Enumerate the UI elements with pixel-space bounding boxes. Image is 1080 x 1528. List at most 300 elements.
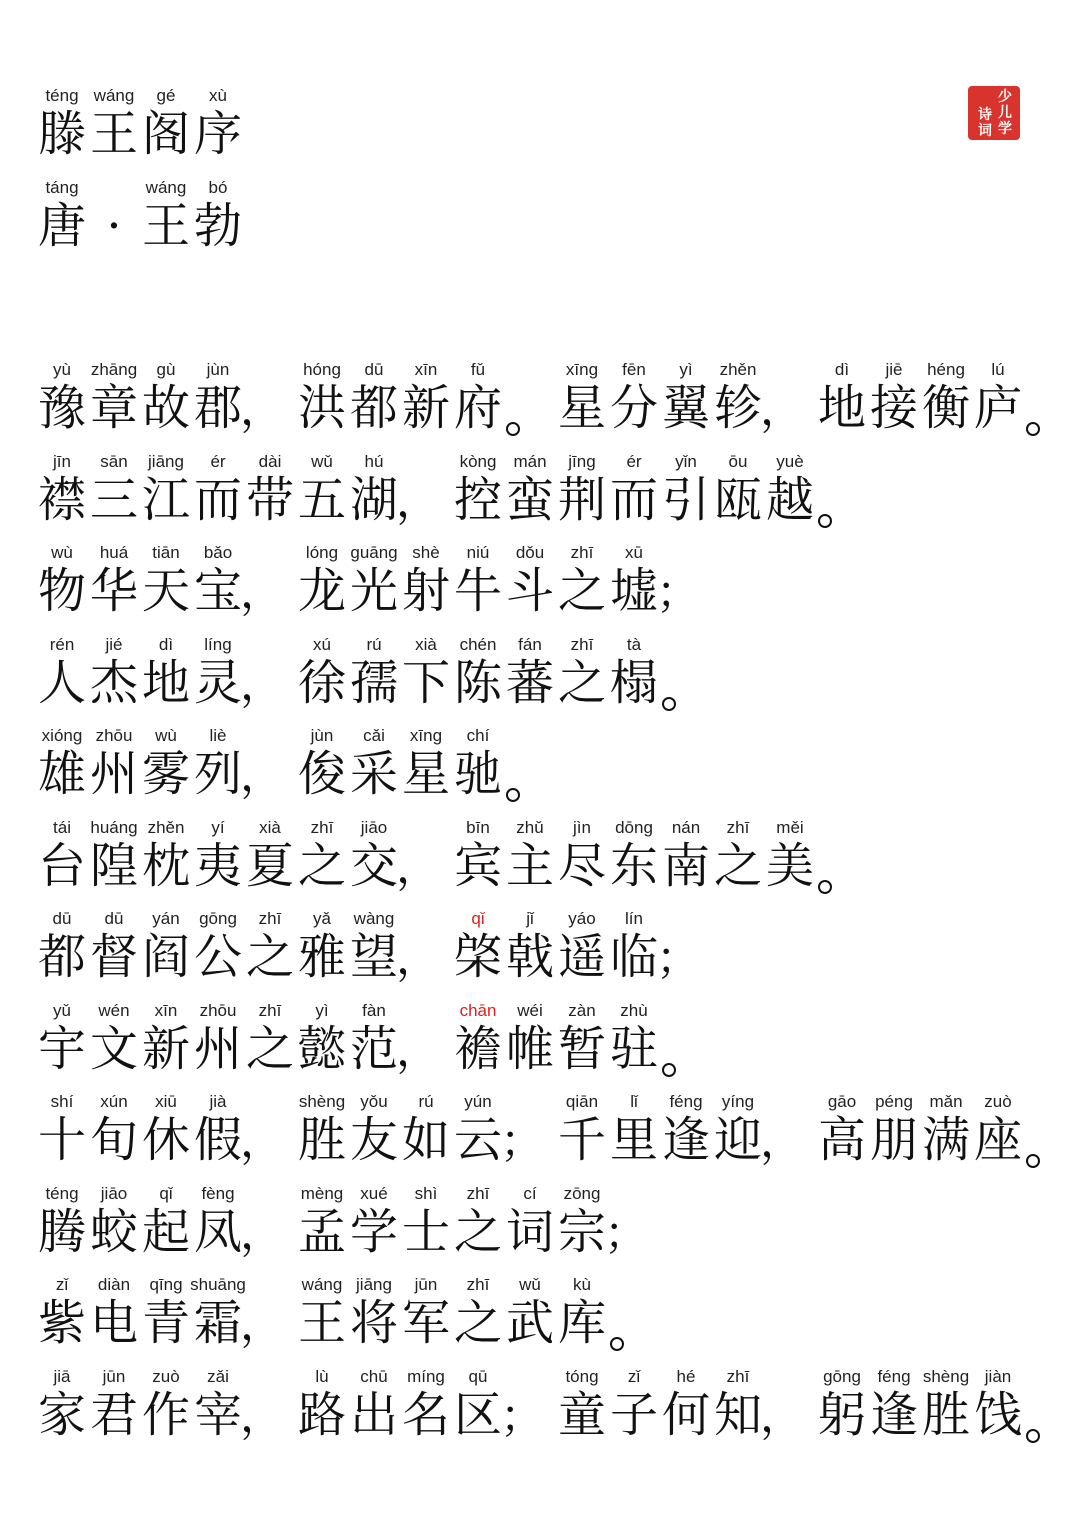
pinyin-label: yǔ	[53, 1000, 71, 1020]
hanzi-character: 知	[713, 1386, 762, 1443]
hanzi-character: 主	[505, 837, 554, 894]
period-mark	[812, 840, 852, 900]
hanzi-character: 星	[557, 380, 606, 436]
hanzi-character: 东	[609, 837, 658, 894]
pinyin-label: qū	[468, 1366, 488, 1386]
punctuation-text: ；	[604, 1207, 648, 1259]
pinyin-label: péng	[875, 1092, 913, 1111]
punctuation-mark	[396, 474, 440, 534]
pinyin-label: féng	[669, 1092, 703, 1111]
pinyin-label: dì	[158, 634, 174, 654]
pinyin-label: dōng	[615, 817, 653, 837]
pinyin-label: qīng	[149, 1275, 183, 1294]
punctuation-mark	[240, 1114, 284, 1174]
punctuation-text: ；	[500, 1116, 544, 1167]
character-cell	[556, 1275, 608, 1367]
hanzi-character: 库	[557, 1295, 606, 1351]
hanzi-character: 饯	[973, 1386, 1022, 1443]
punctuation-mark	[240, 1297, 284, 1357]
hanzi-character: 凤	[193, 1203, 242, 1260]
punctuation-text: ，	[396, 475, 440, 527]
pinyin-label: xún	[100, 1092, 128, 1111]
character-cell	[452, 1367, 504, 1459]
pinyin-label: xià	[415, 634, 437, 654]
period-circle	[662, 1063, 676, 1077]
seal-char: 少	[998, 89, 1012, 105]
pinyin-label: yǒu	[360, 1092, 388, 1111]
pinyin-label: jiāng	[148, 451, 184, 471]
punctuation-mark	[604, 1206, 648, 1266]
poem-author	[0, 178, 1080, 270]
pinyin-label: téng	[45, 86, 79, 105]
hanzi-character: 府	[453, 380, 502, 436]
pinyin-label: yǐn	[675, 451, 697, 471]
hanzi-character: 衡	[921, 380, 970, 436]
pinyin-label: chū	[360, 1366, 388, 1386]
hanzi-character: 之	[245, 929, 294, 985]
pinyin-label: huáng	[90, 817, 138, 837]
character-cell	[452, 1092, 504, 1184]
hanzi-character: 庐	[973, 380, 1022, 436]
hanzi-character: 下	[401, 654, 450, 711]
pinyin-label: zhī	[726, 1366, 750, 1386]
pinyin-label: zhōu	[199, 1000, 237, 1020]
seal-char: 词	[978, 123, 992, 139]
hanzi-character: 宝	[193, 563, 242, 619]
hanzi-character: 越	[765, 471, 814, 528]
hanzi-character: 湖	[349, 471, 398, 528]
hanzi-character: 襟	[37, 471, 86, 528]
hanzi-character: 驰	[453, 746, 502, 802]
punctuation-text: ，	[240, 384, 284, 435]
pinyin-label: nán	[671, 817, 701, 837]
pinyin-label: zhěn	[147, 817, 185, 837]
hanzi-character: 范	[349, 1020, 398, 1077]
hanzi-character: 引	[661, 471, 710, 528]
seal-logo	[968, 86, 1020, 140]
pinyin-label: xù	[209, 86, 227, 105]
hanzi-character: 满	[921, 1112, 970, 1168]
period-circle	[610, 1337, 624, 1351]
period-circle	[506, 788, 520, 802]
pinyin-label: chān	[459, 1000, 497, 1020]
pinyin-label: bó	[208, 178, 228, 197]
punctuation-mark	[500, 1389, 544, 1449]
hanzi-character: 翼	[661, 380, 710, 436]
pinyin-label: fèng	[201, 1183, 235, 1203]
pinyin-label: jùn	[206, 360, 230, 379]
punctuation-mark	[656, 931, 700, 991]
pinyin-label: guāng	[350, 543, 398, 562]
punctuation-text: ，	[240, 1390, 284, 1442]
hanzi-character: 采	[349, 746, 398, 802]
character-cell	[192, 178, 244, 270]
hanzi-character: 洪	[297, 380, 346, 436]
character-cell	[348, 909, 400, 1001]
hanzi-character: 徐	[297, 654, 346, 711]
hanzi-character: 朋	[869, 1112, 918, 1168]
punctuation-text: ，	[396, 841, 440, 893]
seal-char: 学	[998, 121, 1012, 137]
character-cell	[608, 543, 660, 635]
pinyin-label: wàng	[353, 909, 395, 928]
hanzi-character: 电	[89, 1295, 138, 1351]
hanzi-character: 督	[89, 929, 138, 985]
character-cell	[452, 360, 504, 452]
hanzi-character: 牛	[453, 563, 502, 619]
hanzi-character: 带	[245, 471, 294, 528]
pinyin-label: gé	[156, 86, 176, 105]
pinyin-label: xīn	[414, 360, 438, 379]
pinyin-label: mǎn	[929, 1092, 963, 1111]
pinyin-label: yán	[152, 909, 180, 928]
pinyin-label: sān	[100, 451, 128, 471]
hanzi-character: 军	[401, 1295, 450, 1351]
hanzi-character: 驻	[609, 1020, 658, 1077]
hanzi-character: 高	[817, 1112, 866, 1168]
pinyin-label: zhī	[570, 634, 594, 654]
hanzi-character: 胜	[921, 1386, 970, 1443]
seal-char: 诗	[978, 107, 992, 123]
hanzi-character: 王	[297, 1295, 346, 1351]
hanzi-character: 座	[973, 1112, 1022, 1168]
pinyin-label: wáng	[145, 178, 187, 197]
poem-line	[0, 818, 1080, 910]
pinyin-label: lín	[625, 909, 643, 928]
period-mark	[812, 474, 852, 534]
pinyin-label: niú	[466, 543, 490, 562]
pinyin-label: zǐ	[627, 1366, 641, 1386]
hanzi-character: 地	[141, 654, 190, 711]
pinyin-label: huá	[99, 543, 129, 562]
hanzi-character: 雅	[297, 929, 346, 985]
hanzi-character: 星	[401, 746, 450, 802]
character-cell	[192, 86, 244, 178]
hanzi-character: 墟	[609, 563, 658, 619]
hanzi-character: 帷	[505, 1020, 554, 1077]
hanzi-character: 夏	[245, 837, 294, 894]
pinyin-label: zhī	[258, 1000, 282, 1020]
pinyin-label: jìn	[573, 817, 591, 837]
pinyin-label: yáo	[568, 909, 596, 928]
pinyin-label: shè	[412, 543, 440, 562]
character-cell	[972, 1092, 1024, 1184]
hanzi-character: 出	[349, 1386, 398, 1443]
hanzi-character: 而	[193, 471, 242, 528]
hanzi-character: 都	[349, 380, 398, 436]
poem-line	[0, 1184, 1080, 1276]
hanzi-character: 新	[401, 380, 450, 436]
punctuation-mark	[396, 840, 440, 900]
hanzi-character: 南	[661, 837, 710, 894]
pinyin-label: zhāng	[90, 360, 138, 379]
punctuation-text: ，	[760, 1390, 804, 1442]
hanzi-character: 轸	[713, 380, 762, 436]
hanzi-character: 州	[193, 1020, 242, 1077]
hanzi-character: 王	[141, 198, 190, 254]
pinyin-label: hú	[364, 451, 384, 471]
punctuation-text: ，	[396, 1024, 440, 1076]
pinyin-label: jīn	[53, 451, 71, 471]
hanzi-character: 宰	[193, 1386, 242, 1443]
hanzi-character: 阁	[141, 106, 190, 162]
pinyin-label: gōng	[199, 909, 237, 928]
pinyin-label: xīng	[409, 726, 443, 745]
hanzi-character: 之	[453, 1295, 502, 1351]
punctuation-text: ，	[240, 1116, 284, 1167]
character-cell	[972, 1367, 1024, 1459]
hanzi-character: 之	[713, 837, 762, 894]
pinyin-label: rú	[418, 1092, 434, 1111]
pinyin-label: jià	[209, 1092, 227, 1111]
punctuation-mark	[240, 657, 284, 717]
pinyin-label: dǒu	[515, 543, 545, 562]
punctuation-mark	[240, 1389, 284, 1449]
hanzi-character: 杰	[89, 654, 138, 711]
hanzi-character: 戟	[505, 929, 554, 985]
pinyin-label: lóng	[305, 543, 339, 562]
character-cell	[972, 360, 1024, 452]
pinyin-label: xióng	[41, 726, 83, 745]
hanzi-character: 龙	[297, 563, 346, 619]
hanzi-character: 分	[609, 380, 658, 436]
pinyin-label: shèng	[922, 1366, 970, 1386]
pinyin-label: jiē	[885, 360, 903, 379]
pinyin-label: míng	[407, 1366, 445, 1386]
pinyin-label: jūn	[414, 1275, 438, 1294]
character-cell	[712, 360, 764, 452]
pinyin-label: cǎi	[363, 726, 385, 745]
pinyin-label: chén	[459, 634, 497, 654]
punctuation-text: ，	[760, 1116, 804, 1167]
punctuation-text: ，	[760, 384, 804, 435]
pinyin-label: wáng	[301, 1275, 343, 1294]
hanzi-character: 地	[817, 380, 866, 436]
hanzi-character: 序	[193, 106, 242, 162]
pinyin-label: shì	[414, 1183, 438, 1203]
character-cell	[192, 1184, 244, 1276]
poem-line	[0, 1092, 1080, 1184]
period-circle	[1026, 422, 1040, 436]
hanzi-character: 休	[141, 1112, 190, 1168]
punctuation-mark	[656, 565, 700, 625]
pinyin-label: ōu	[728, 451, 748, 471]
hanzi-character: 迎	[713, 1112, 762, 1168]
character-cell	[608, 635, 660, 727]
punctuation-text: ，	[396, 933, 440, 984]
pinyin-label: zhōu	[95, 726, 133, 745]
hanzi-character: 五	[297, 471, 346, 528]
pinyin-label: zhī	[466, 1275, 490, 1294]
pinyin-label: jiāo	[100, 1183, 128, 1203]
pinyin-label: zhī	[310, 817, 334, 837]
hanzi-character: 交	[349, 837, 398, 894]
character-cell	[712, 1092, 764, 1184]
hanzi-character: 台	[37, 837, 86, 894]
pinyin-label: xīn	[154, 1000, 178, 1020]
pinyin-label: lǐ	[630, 1092, 638, 1111]
pinyin-label: shí	[50, 1092, 74, 1111]
pinyin-label: cí	[523, 1183, 537, 1203]
hanzi-character: 新	[141, 1020, 190, 1077]
pinyin-label: dì	[834, 360, 850, 379]
hanzi-character: 而	[609, 471, 658, 528]
character-cell	[36, 178, 88, 270]
hanzi-character: 棨	[453, 929, 502, 985]
pinyin-label: xià	[259, 817, 281, 837]
hanzi-character: 华	[89, 563, 138, 619]
pinyin-label: jīng	[568, 451, 596, 471]
punctuation-mark	[396, 1023, 440, 1083]
hanzi-character: 榻	[609, 654, 658, 711]
pinyin-label: tiān	[152, 543, 180, 562]
hanzi-character: 之	[453, 1203, 502, 1260]
hanzi-character: 紫	[37, 1295, 86, 1351]
pinyin-label: zhù	[620, 1000, 648, 1020]
punctuation-mark	[396, 931, 440, 991]
pinyin-label: wén	[98, 1000, 130, 1020]
hanzi-character: 里	[609, 1112, 658, 1168]
hanzi-character: 章	[89, 380, 138, 436]
pinyin-label: hóng	[303, 360, 341, 379]
pinyin-label: tái	[53, 817, 71, 837]
hanzi-character: 士	[401, 1203, 450, 1260]
hanzi-character: 荆	[557, 471, 606, 528]
character-cell	[608, 909, 660, 1001]
hanzi-character: 之	[297, 837, 346, 894]
pinyin-label: xiū	[155, 1092, 177, 1111]
punctuation-mark	[760, 1389, 804, 1449]
pinyin-label: jiāo	[360, 817, 388, 837]
hanzi-character: 枕	[141, 837, 190, 894]
poem-line	[0, 452, 1080, 544]
pinyin-label: dū	[104, 909, 124, 928]
pinyin-label: zuò	[152, 1366, 180, 1386]
pinyin-label: kòng	[459, 451, 497, 471]
pinyin-label: zǎi	[207, 1366, 229, 1386]
hanzi-character: 蛟	[89, 1203, 138, 1260]
hanzi-character: 三	[89, 471, 138, 528]
punctuation-mark	[760, 382, 804, 442]
poem-line	[0, 635, 1080, 727]
pinyin-label: jǐ	[526, 909, 534, 928]
punctuation-text: ，	[240, 567, 284, 618]
hanzi-character: 懿	[297, 1020, 346, 1077]
hanzi-character: 临	[609, 929, 658, 985]
pinyin-label: yì	[315, 1000, 329, 1020]
period-mark	[500, 382, 540, 442]
pinyin-label: zhī	[258, 909, 282, 928]
character-cell	[764, 818, 816, 910]
pinyin-label: diàn	[97, 1275, 131, 1294]
pinyin-label: hé	[676, 1366, 696, 1386]
pinyin-label: shuāng	[190, 1275, 246, 1294]
hanzi-character: 望	[349, 929, 398, 985]
poem-line	[0, 1275, 1080, 1367]
hanzi-character: 躬	[817, 1386, 866, 1443]
hanzi-character: 列	[193, 746, 242, 802]
pinyin-label: ér	[210, 451, 226, 471]
hanzi-character: 俊	[297, 746, 346, 802]
character-cell	[348, 452, 400, 544]
pinyin-label: wéi	[517, 1000, 543, 1020]
hanzi-character: 人	[37, 654, 86, 711]
period-circle	[818, 880, 832, 894]
character-cell	[192, 1092, 244, 1184]
hanzi-character: 词	[505, 1203, 554, 1260]
period-mark	[656, 657, 696, 717]
seal-char: 儿	[998, 105, 1012, 121]
hanzi-character: 之	[557, 563, 606, 619]
punctuation-mark	[240, 565, 284, 625]
hanzi-character: 旬	[89, 1112, 138, 1168]
character-cell	[764, 452, 816, 544]
hanzi-character: 宗	[557, 1203, 606, 1260]
hanzi-character: 童	[557, 1386, 606, 1443]
pinyin-label: tóng	[565, 1366, 599, 1386]
hanzi-character: ·	[106, 198, 122, 254]
hanzi-character: 武	[505, 1295, 554, 1351]
pinyin-label: kù	[573, 1275, 591, 1294]
hanzi-character: 路	[297, 1386, 346, 1443]
poem-line	[0, 1367, 1080, 1459]
hanzi-character: 遥	[557, 929, 606, 985]
hanzi-character: 子	[609, 1386, 658, 1443]
hanzi-character: 勃	[193, 198, 242, 254]
hanzi-character: 青	[141, 1295, 190, 1351]
pinyin-label: liè	[209, 726, 227, 745]
pinyin-label: yíng	[721, 1092, 755, 1111]
pinyin-label: xú	[313, 634, 331, 654]
pinyin-label: zhī	[726, 817, 750, 837]
hanzi-character: 隍	[89, 837, 138, 894]
poem-line	[0, 726, 1080, 818]
pinyin-label: xué	[360, 1183, 388, 1203]
character-cell	[192, 543, 244, 635]
hanzi-character: 郡	[193, 380, 242, 436]
hanzi-character: 接	[869, 380, 918, 436]
hanzi-character: 家	[37, 1386, 86, 1443]
hanzi-character: 名	[401, 1386, 450, 1443]
hanzi-character: 宇	[37, 1020, 86, 1077]
hanzi-character: 之	[245, 1020, 294, 1077]
punctuation-text: ，	[240, 750, 284, 801]
pinyin-label: yù	[53, 360, 71, 379]
hanzi-character: 腾	[37, 1203, 86, 1260]
hanzi-character: 尽	[557, 837, 606, 894]
pinyin-label: yún	[464, 1092, 492, 1111]
hanzi-character: 阎	[141, 929, 190, 985]
poem-line	[0, 909, 1080, 1001]
pinyin-label: chí	[466, 726, 490, 745]
pinyin-label: wù	[51, 543, 73, 562]
pinyin-label: yuè	[776, 451, 804, 471]
hanzi-character: 陈	[453, 654, 502, 711]
period-mark	[656, 1023, 696, 1083]
period-circle	[506, 422, 520, 436]
pinyin-label: jūn	[102, 1366, 126, 1386]
pinyin-label: jié	[105, 634, 123, 654]
period-circle	[818, 514, 832, 528]
poem-line	[0, 543, 1080, 635]
hanzi-character: 逢	[869, 1386, 918, 1443]
pinyin-label: jiāng	[356, 1275, 392, 1294]
pinyin-label: měi	[776, 817, 804, 837]
pinyin-label: wáng	[93, 86, 135, 105]
punctuation-mark	[240, 1206, 284, 1266]
hanzi-character: 唐	[37, 198, 86, 254]
character-cell	[556, 1184, 608, 1276]
